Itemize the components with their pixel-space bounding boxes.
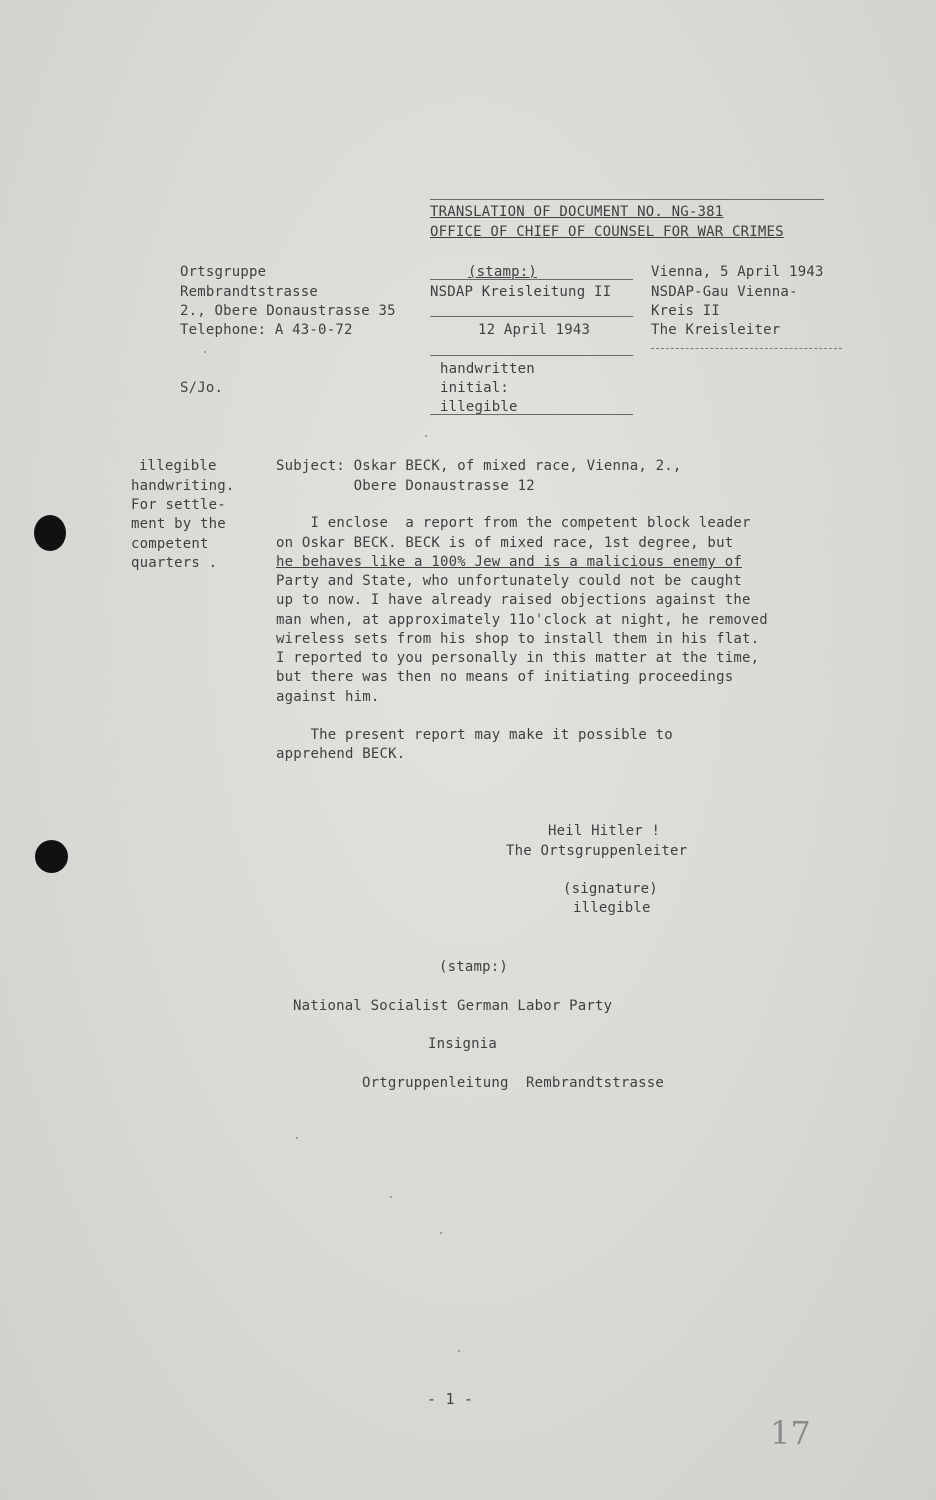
date-line: Vienna, 5 April 1943: [651, 264, 824, 280]
header-top-rule: [430, 199, 824, 200]
body-line-4: Party and State, who unfortunately could not be caught: [276, 573, 742, 589]
side-note-line-3: For settle-: [131, 497, 226, 513]
punch-hole-icon: [35, 840, 68, 873]
side-note-line-5: competent: [131, 536, 209, 552]
closing-salute: Heil Hitler !: [548, 823, 661, 839]
body-line-7: wireless sets from his shop to install them in his flat.: [276, 631, 760, 647]
body-para2-line-1: The present report may make it possible to: [276, 727, 673, 743]
stamp-label: (stamp:): [468, 264, 538, 280]
recipient-dash-rule: [651, 348, 842, 349]
recipient-line-3: The Kreisleiter: [651, 322, 781, 338]
ink-speck: [425, 435, 427, 437]
signature-value: illegible: [573, 900, 651, 916]
subject-line-2: Obere Donaustrasse 12: [276, 478, 535, 494]
translation-heading: TRANSLATION OF DOCUMENT NO. NG-381: [430, 204, 724, 220]
side-note-line-6: quarters .: [131, 555, 218, 571]
recipient-line-2: Kreis II: [651, 303, 721, 319]
stamp-rule-top: [430, 279, 633, 280]
body-line-5: up to now. I have already raised objections against the: [276, 592, 751, 608]
page-number: - 1 -: [427, 1390, 474, 1408]
sender-telephone: Telephone: A 43-0-72: [180, 322, 353, 338]
ink-speck: [296, 1137, 298, 1139]
body-line-9: but there was then no means of initiating proceedings: [276, 669, 734, 685]
stamp-rule-bottom: [430, 355, 633, 356]
side-note-line-2: handwriting.: [131, 478, 235, 494]
body-line-1: I enclose a report from the competent block leader: [276, 515, 751, 531]
sender-address: 2., Obere Donaustrasse 35: [180, 303, 396, 319]
initial-line-3: illegible: [440, 399, 518, 415]
side-note-line-4: ment by the: [131, 516, 226, 532]
footer-stamp-label: (stamp:): [439, 959, 509, 975]
subject-line-1: Subject: Oskar BECK, of mixed race, Vienna, 2.,: [276, 458, 682, 474]
initial-rule: [430, 414, 633, 415]
stamp-text: NSDAP Kreisleitung II: [430, 284, 612, 300]
body-para2-line-2: apprehend BECK.: [276, 746, 406, 762]
signature-label: (signature): [563, 881, 658, 897]
ink-speck: [204, 351, 206, 353]
office-heading: OFFICE OF CHIEF OF COUNSEL FOR WAR CRIMES: [430, 224, 784, 240]
punch-hole-icon: [34, 515, 66, 551]
margin-pencil-mark: 17: [770, 1414, 811, 1452]
footer-stamp-line-1: National Socialist German Labor Party: [293, 998, 613, 1014]
footer-stamp-line-3: Ortgruppenleitung Rembrandtstrasse: [362, 1075, 665, 1091]
body-line-10: against him.: [276, 689, 380, 705]
stamp-rule-mid: [430, 316, 633, 317]
initial-line-2: initial:: [440, 380, 510, 396]
body-line-2: on Oskar BECK. BECK is of mixed race, 1st degree, but: [276, 535, 734, 551]
closing-title: The Ortsgruppenleiter: [506, 843, 688, 859]
recipient-line-1: NSDAP-Gau Vienna-: [651, 284, 798, 300]
sender-line-1: Ortsgruppe: [180, 264, 267, 280]
body-line-3: he behaves like a 100% Jew and is a malicious enemy of: [276, 554, 742, 570]
stamp-date: 12 April 1943: [478, 322, 591, 338]
ink-speck: [390, 1196, 392, 1198]
ink-speck: [458, 1350, 460, 1352]
body-line-6: man when, at approximately 11o'clock at night, he removed: [276, 612, 768, 628]
sender-line-2: Rembrandtstrasse: [180, 284, 319, 300]
reference-initials: S/Jo.: [180, 380, 224, 396]
ink-speck: [440, 1232, 442, 1234]
body-line-8: I reported to you personally in this matter at the time,: [276, 650, 760, 666]
side-note-line-1: illegible: [139, 458, 217, 474]
initial-line-1: handwritten: [440, 361, 535, 377]
footer-stamp-line-2: Insignia: [428, 1036, 498, 1052]
